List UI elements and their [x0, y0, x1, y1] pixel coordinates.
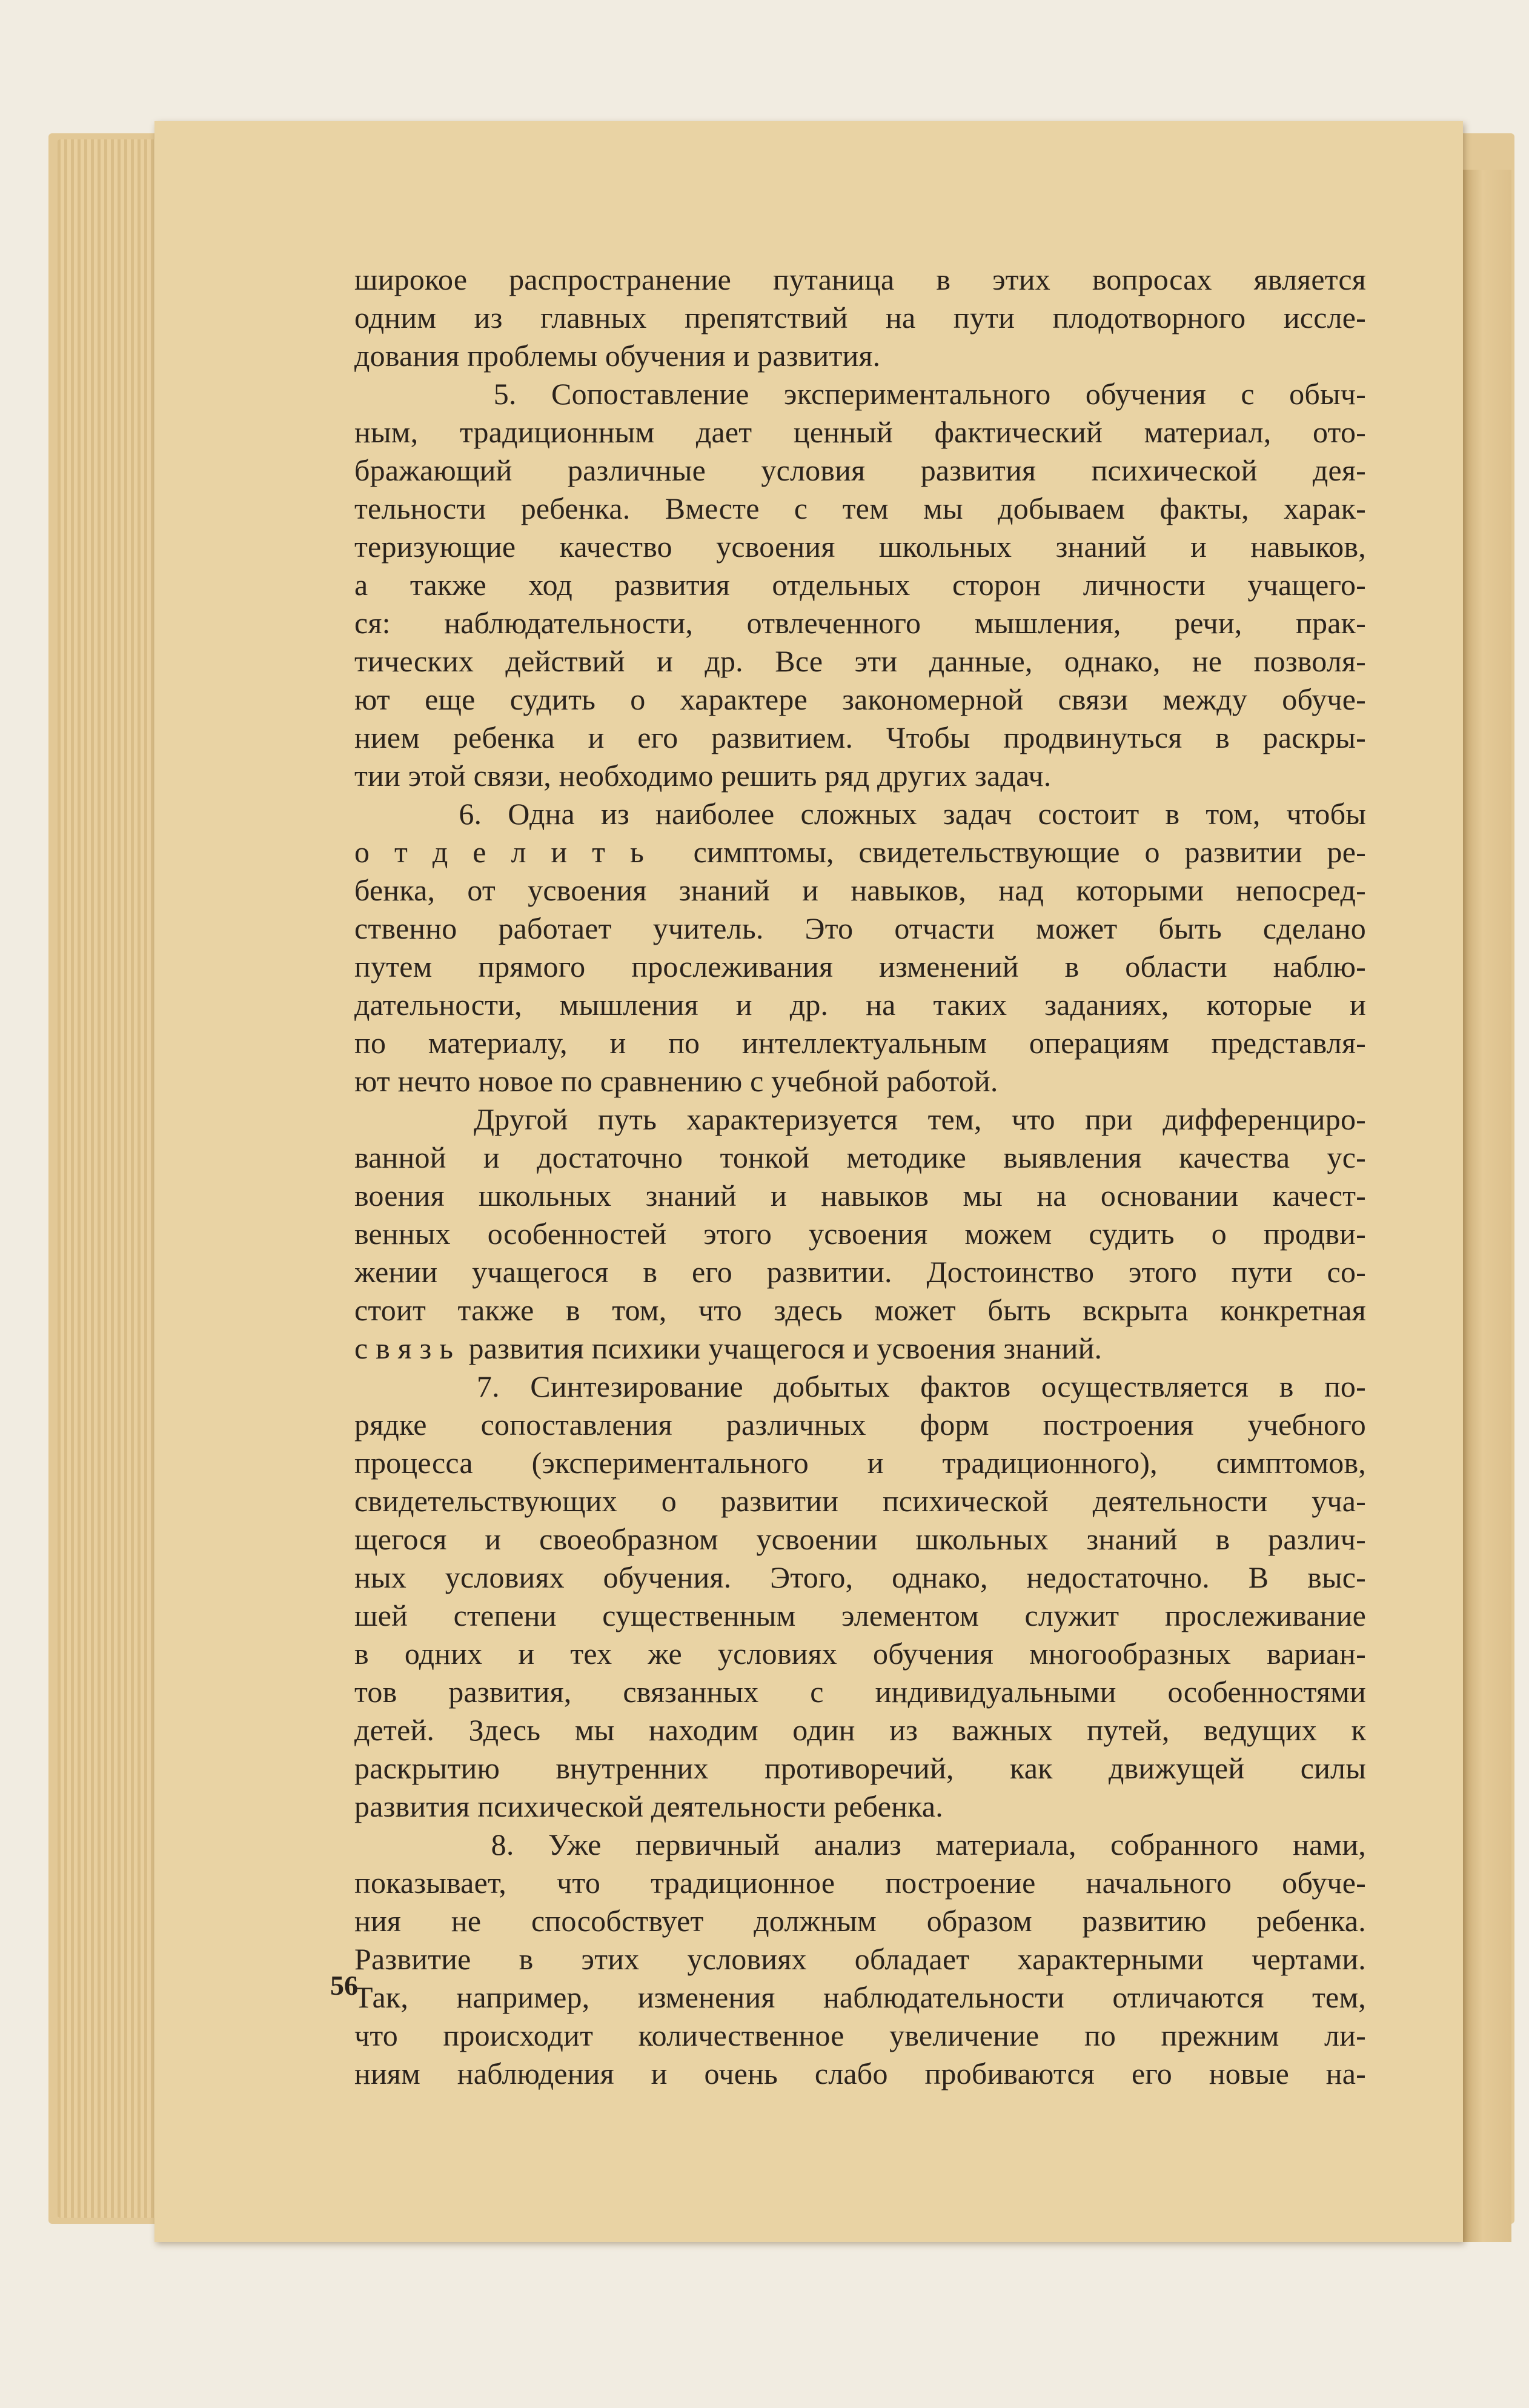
text-line: показывает, что традиционное построение начального обуче-	[354, 1866, 1366, 1900]
text-line: ственно работает учитель. Это отчасти может быть сделано	[354, 911, 1366, 945]
text-line: ния не способствует должным образом развитию ребенка.	[354, 1904, 1366, 1938]
text-line: тов развития, связанных с индивидуальными особенностями	[354, 1675, 1366, 1709]
text-line: раскрытию внутренних противоречий, как движущей силы	[354, 1751, 1366, 1785]
text-line: дательности, мышления и др. на таких заданиях, которые и	[354, 988, 1366, 1022]
text-line: теризующие качество усвоения школьных знаний и навыков,	[354, 530, 1366, 564]
text-line: жении учащегося в его развитии. Достоинство этого пути со-	[354, 1255, 1366, 1289]
text-line: ным, традиционным дает ценный фактический материал, ото-	[354, 415, 1366, 449]
text-line: ных условиях обучения. Этого, однако, недостаточно. В выс-	[354, 1560, 1366, 1594]
page-number: 56	[330, 1970, 358, 2001]
text-line: детей. Здесь мы находим один из важных путей, ведущих к	[354, 1713, 1366, 1747]
text-line: а также ход развития отдельных сторон личности учащего-	[354, 568, 1366, 602]
text-line: рядке сопоставления различных форм построения учебного	[354, 1408, 1366, 1442]
text-line: в одних и тех же условиях обучения многообразных вариан-	[354, 1637, 1366, 1671]
text-line: венных особенностей этого усвоения можем судить о продви-	[354, 1217, 1366, 1251]
text-line: одним из главных препятствий на пути плодотворного иссле-	[354, 301, 1366, 334]
text-line: 6. Одна из наиболее сложных задач состоит в том, чтобы	[354, 797, 1366, 831]
text-line: что происходит количественное увеличение по прежним ли-	[354, 2018, 1366, 2052]
text-line: шей степени существенным элементом служит прослеживание	[354, 1598, 1366, 1632]
text-line: ниям наблюдения и очень слабо пробиваются его новые на-	[354, 2057, 1366, 2090]
text-line: 8. Уже первичный анализ материала, собранного нами,	[354, 1828, 1366, 1861]
text-line: развития психической деятельности ребенка.	[354, 1789, 943, 1823]
text-line: дования проблемы обучения и развития.	[354, 339, 881, 373]
text-line: широкое распространение путаница в этих вопросах является	[354, 262, 1366, 296]
text-line: 7. Синтезирование добытых фактов осуществляется в по-	[354, 1369, 1366, 1403]
text-line: путем прямого прослеживания изменений в области наблю-	[354, 950, 1366, 983]
text-line: щегося и своеобразном усвоении школьных знаний в различ-	[354, 1522, 1366, 1556]
right-page-edge	[1463, 170, 1511, 2242]
page-edges	[58, 139, 161, 2218]
text-line: ванной и достаточно тонкой методике выявления качества ус-	[354, 1140, 1366, 1174]
text-line: ют нечто новое по сравнению с учебной работой.	[354, 1064, 998, 1098]
text-line: с в я з ь развития психики учащегося и усвоения знаний.	[354, 1331, 1103, 1365]
text-line: Другой путь характеризуется тем, что при дифференциро-	[354, 1102, 1366, 1136]
text-line: воения школьных знаний и навыков мы на основании качест-	[354, 1179, 1366, 1212]
body-text	[354, 261, 1366, 2093]
text-line: бражающий различные условия развития психической дея-	[354, 453, 1366, 487]
text-line: о т д е л и т ь симптомы, свидетельствующие о развитии ре-	[354, 835, 1366, 869]
text-line: Так, например, изменения наблюдательности отличаются тем,	[354, 1980, 1366, 2014]
text-line: Развитие в этих условиях обладает характерными чертами.	[354, 1942, 1366, 1976]
text-line: тельности ребенка. Вместе с тем мы добываем факты, харак-	[354, 491, 1366, 525]
text-line: по материалу, и по интеллектуальным операциям представля-	[354, 1026, 1366, 1060]
text-line: стоит также в том, что здесь может быть вскрыта конкретная	[354, 1293, 1366, 1327]
text-line: процесса (экспериментального и традиционного), симптомов,	[354, 1446, 1366, 1480]
text-line: тии этой связи, необходимо решить ряд других задач.	[354, 759, 1052, 793]
text-line: ся: наблюдательности, отвлеченного мышления, речи, прак-	[354, 606, 1366, 640]
text-line: тических действий и др. Все эти данные, однако, не позволя-	[354, 644, 1366, 678]
text-line: бенка, от усвоения знаний и навыков, над которыми непосред-	[354, 873, 1366, 907]
text-line: нием ребенка и его развитием. Чтобы продвинуться в раскры-	[354, 720, 1366, 754]
text-line: свидетельствующих о развитии психической деятельности уча-	[354, 1484, 1366, 1518]
text-line: ют еще судить о характере закономерной связи между обуче-	[354, 682, 1366, 716]
text-line: 5. Сопоставление экспериментального обучения с обыч-	[354, 377, 1366, 411]
